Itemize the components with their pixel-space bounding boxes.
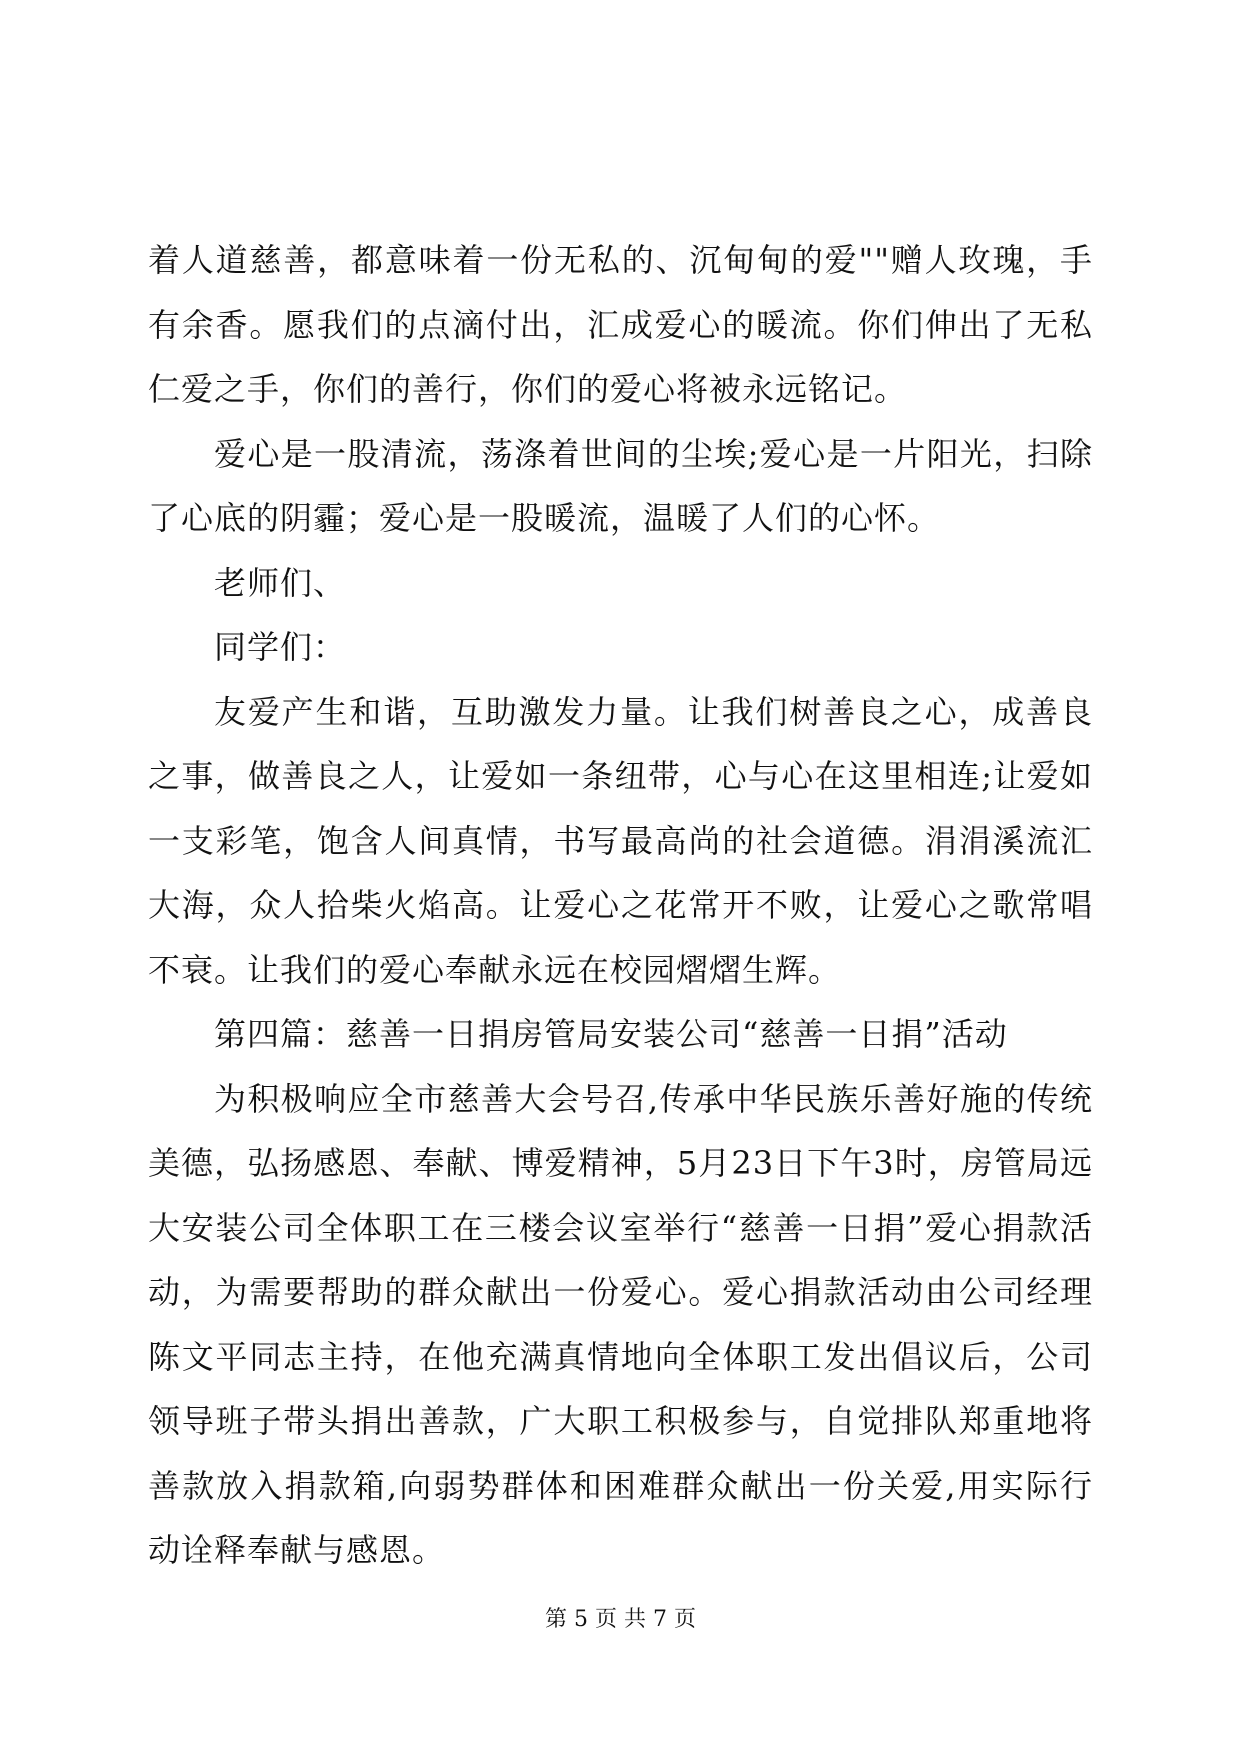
paragraph-1: 着人道慈善，都意味着一份无私的、沉甸甸的爱""赠人玫瑰，手有余香。愿我们的点滴付出，汇成爱心的暖流。你们伸出了无私仁爱之手，你们的善行，你们的爱心将被永远铭记。 <box>148 241 1093 408</box>
paragraph-2: 爱心是一股清流，荡涤着世间的尘埃;爱心是一片阳光，扫除了心底的阴霾；爱心是一股暖流，温暖了人们的心怀。 <box>148 434 1093 537</box>
salutation-teachers: 老师们、 <box>214 563 347 602</box>
section-heading: 第四篇：慈善一日捐房管局安装公司“慈善一日捐”活动 <box>214 1015 1008 1053</box>
page-number-footer: 第 5 页 共 7 页 <box>545 1607 696 1632</box>
paragraph-5: 友爱产生和谐，互助激发力量。让我们树善良之心，成善良之事，做善良之人，让爱如一条纽带，心与心在这里相连;让爱如一支彩笔，饱含人间真情，书写最高尚的社会道德。涓涓溪流汇大海，众人拾柴火焰高。让爱心之花常开不败，让爱心之歌常唱不衰。让我们的爱心奉献永远在校园熠熠生辉。 <box>148 692 1093 989</box>
document-body <box>148 228 1093 1583</box>
paragraph-7: 为积极响应全市慈善大会号召,传承中华民族乐善好施的传统美德，弘扬感恩、奉献、博爱精神，5月23日下午3时，房管局远大安装公司全体职工在三楼会议室举行“慈善一日捐”爱心捐款活动，为需要帮助的群众献出一份爱心。爱心捐款活动由公司经理陈文平同志主持，在他充满真情地向全体职工发出倡议后，公司领导班子带头捐出善款，广大职工积极参与，自觉排队郑重地将善款放入捐款箱,向弱势群体和困难群众献出一份关爱,用实际行动诠释奉献与感恩。 <box>148 1079 1093 1569</box>
salutation-students: 同学们： <box>214 628 347 666</box>
